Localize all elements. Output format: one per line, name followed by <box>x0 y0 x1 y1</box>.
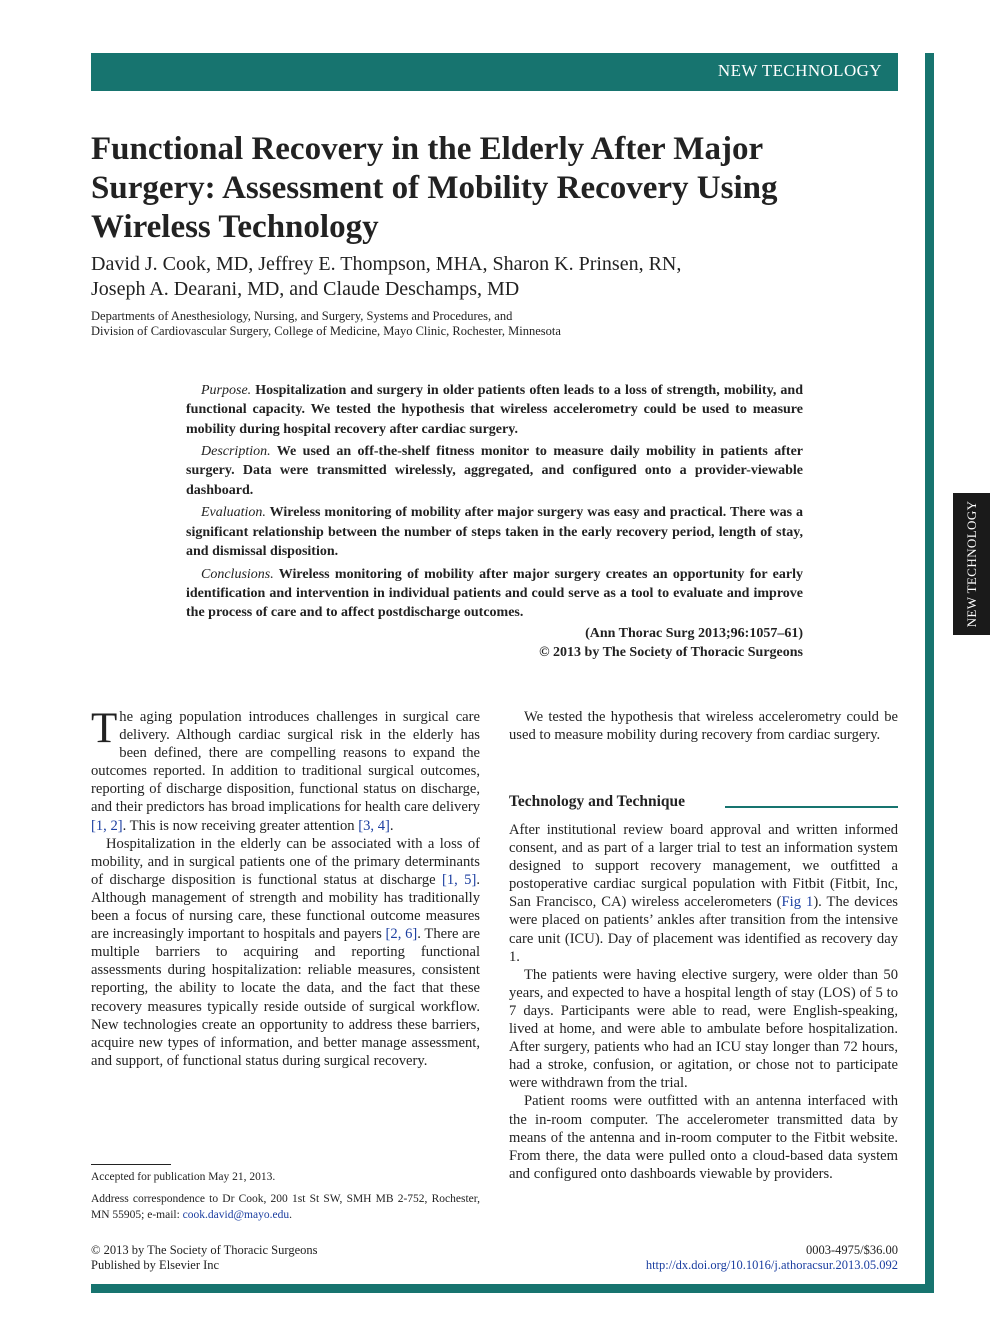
body-paragraph: Patient rooms were outfitted with an antenna interfaced with the in-room computer. The accelerometer transmitted data by means of the antenna and in-room computer to the Fitbit website. From there, the data were pulled onto a cloud-based data system and configured onto dashboards viewable by providers. <box>509 1093 898 1182</box>
society-copyright: © 2013 by The Society of Thoracic Surgeons <box>539 645 803 660</box>
abstract-text: We used an off-the-shelf fitness monitor to measure daily mobility in patients after surgery. Data were transmitted wirelessly, aggregated, and configured onto a provider-viewable dashboard. <box>186 444 804 498</box>
body-column-right <box>509 821 898 1183</box>
authors-line: David J. Cook, MD, Jeffrey E. Thompson, MHA, Sharon K. Prinsen, RN, <box>91 253 682 275</box>
body-paragraph <box>91 705 480 835</box>
abstract-label: Purpose. <box>201 383 252 398</box>
paragraph-text: he aging population introduces challenges in surgical care delivery. Although cardiac surgical risk in the elderly has been defined, there are compelling reasons to expand the outcomes reported. In addition to traditional surgical outcomes, reporting of discharge disposition, functional status on discharge, and their predictors has broad implications for health care delivery <box>91 709 480 816</box>
abstract <box>186 381 803 626</box>
body-column-left <box>91 705 480 1070</box>
article-title: Functional Recovery in the Elderly After Major Surgery: Assessment of Mobility Recovery Using Wireless Technology <box>91 131 778 245</box>
body-paragraph: The patients were having elective surgery, were older than 50 years, and expected to have a hospital length of stay (LOS) of 5 to 7 days. Participants were able to read, were English-speaking, lived at home, and were able to ambulate before hospitalization. After surgery, patients who had an ICU stay longer than 72 hours, had a stroke, confusion, or agitation, or chose not to participate were withdrawn from the trial. <box>509 966 898 1092</box>
reference-link[interactable]: [1, 2] <box>91 817 123 834</box>
body-paragraph <box>509 821 898 966</box>
affiliation-line: Division of Cardiovascular Surgery, College of Medicine, Mayo Clinic, Rochester, Minnesota <box>91 324 561 338</box>
footer-publisher: Published by Elsevier Inc <box>91 1258 220 1272</box>
body-paragraph <box>91 835 480 1070</box>
abstract-text: Hospitalization and surgery in older patients often leads to a loss of strength, mobility, and functional capacity. We tested the hypothesis that wireless accelerometry could be used to measure mobility during hospital recovery after cardiac surgery. <box>186 383 803 437</box>
body-paragraph: We tested the hypothesis that wireless accelerometry could be used to measure mobility during recovery from cardiac surgery. <box>509 709 898 744</box>
footnote-text: Address correspondence to Dr Cook, 200 1st St SW, SMH MB 2-752, Rochester, MN 55905; e-mail: <box>91 1193 480 1221</box>
footnote-text: . <box>289 1208 292 1221</box>
paragraph-text: . This is now receiving greater attention <box>122 817 359 834</box>
section-banner <box>91 53 898 91</box>
reference-link[interactable]: [1, 5] <box>442 871 477 888</box>
section-heading-rule <box>725 806 898 808</box>
side-tab-label: NEW TECHNOLOGY <box>963 500 979 628</box>
affiliation-line: Departments of Anesthesiology, Nursing, and Surgery, Systems and Procedures, and <box>91 309 513 323</box>
bottom-accent-bar <box>91 1284 934 1293</box>
abstract-purpose <box>186 381 803 439</box>
paragraph-text: . There are multiple barriers to acquiring and reporting functional assessments during hospitalization: reliable measures, consistent reporting, the ability to locate the data, and the fact that these recovery measures typically reside outside of surgical workflow. New technologies create an opportunity to address these barriers, acquire new types of information, and better manage assessment, and support, of functional status during surgical recovery. <box>91 926 480 1069</box>
footnote-divider <box>91 1164 171 1165</box>
section-heading <box>509 793 898 815</box>
footnote-address <box>91 1192 480 1223</box>
abstract-evaluation <box>186 503 803 561</box>
figure-link[interactable]: Fig 1 <box>781 894 814 911</box>
body-column-right-intro <box>509 708 898 744</box>
footer-right <box>500 1243 898 1273</box>
email-link[interactable]: cook.david@mayo.edu <box>182 1208 290 1221</box>
abstract-description <box>186 442 803 500</box>
side-section-tab <box>953 493 990 635</box>
reference-link[interactable]: [3, 4] <box>358 817 390 834</box>
paragraph-text: . <box>389 817 394 834</box>
paragraph-text: Hospitalization in the elderly can be associated with a loss of mobility, and in surgical patients one of the primary determinants of discharge disposition is functional status at discharge <box>91 835 480 888</box>
drop-cap: T <box>91 705 118 752</box>
paragraph-text: After institutional review board approval and written informed consent, and as part of a larger trial to test an information system designed to support recovery management, we outfitted a postoperative cardiac surgical population with Fitbit (Fitbit, Inc, San Francisco, CA) wireless accelerometers ( <box>509 822 898 911</box>
right-accent-bar <box>925 53 934 1293</box>
abstract-label: Evaluation. <box>201 505 266 521</box>
abstract-text: Wireless monitoring of mobility after major surgery was easy and practical. There was a significant relationship between the number of steps taken in the early recovery period, length of stay, and dismissal disposition. <box>186 505 803 559</box>
section-label: NEW TECHNOLOGY <box>717 61 882 80</box>
abstract-label: Description. <box>201 444 271 460</box>
footer-left <box>91 1243 491 1273</box>
author-list <box>91 252 891 302</box>
footnote-accepted: Accepted for publication May 21, 2013. <box>91 1171 276 1183</box>
abstract-conclusions <box>186 565 803 623</box>
footer-copyright: © 2013 by The Society of Thoracic Surgeons <box>91 1243 318 1257</box>
citation-block <box>400 624 803 662</box>
section-heading-text: Technology and Technique <box>509 793 686 810</box>
abstract-label: Conclusions. <box>201 566 274 582</box>
reference-link[interactable]: [2, 6] <box>385 926 418 943</box>
abstract-text: Wireless monitoring of mobility after major surgery creates an opportunity for early identification and intervention in individual patients and could serve as a tool to evaluate and improve the process of care and to affect postdischarge outcomes. <box>186 566 803 621</box>
affiliation <box>91 309 891 339</box>
paragraph-text: ). The devices were placed on patients’ ankles after transition from the intensive care unit (ICU). Day of placement was identified as recovery day 1. <box>509 894 898 965</box>
authors-line: Joseph A. Dearani, MD, and Claude Deschamps, MD <box>91 278 520 300</box>
journal-citation: (Ann Thorac Surg 2013;96:1057–61) <box>585 626 803 641</box>
paragraph-text: . Although management of strength and mobility has traditionally been a focus of nursing care, these functional outcome measures are increasingly important to hospitals and payers <box>91 871 480 943</box>
issn-price: 0003-4975/$36.00 <box>805 1243 898 1257</box>
doi-link[interactable]: http://dx.doi.org/10.1016/j.athoracsur.2013.05.092 <box>645 1258 898 1272</box>
